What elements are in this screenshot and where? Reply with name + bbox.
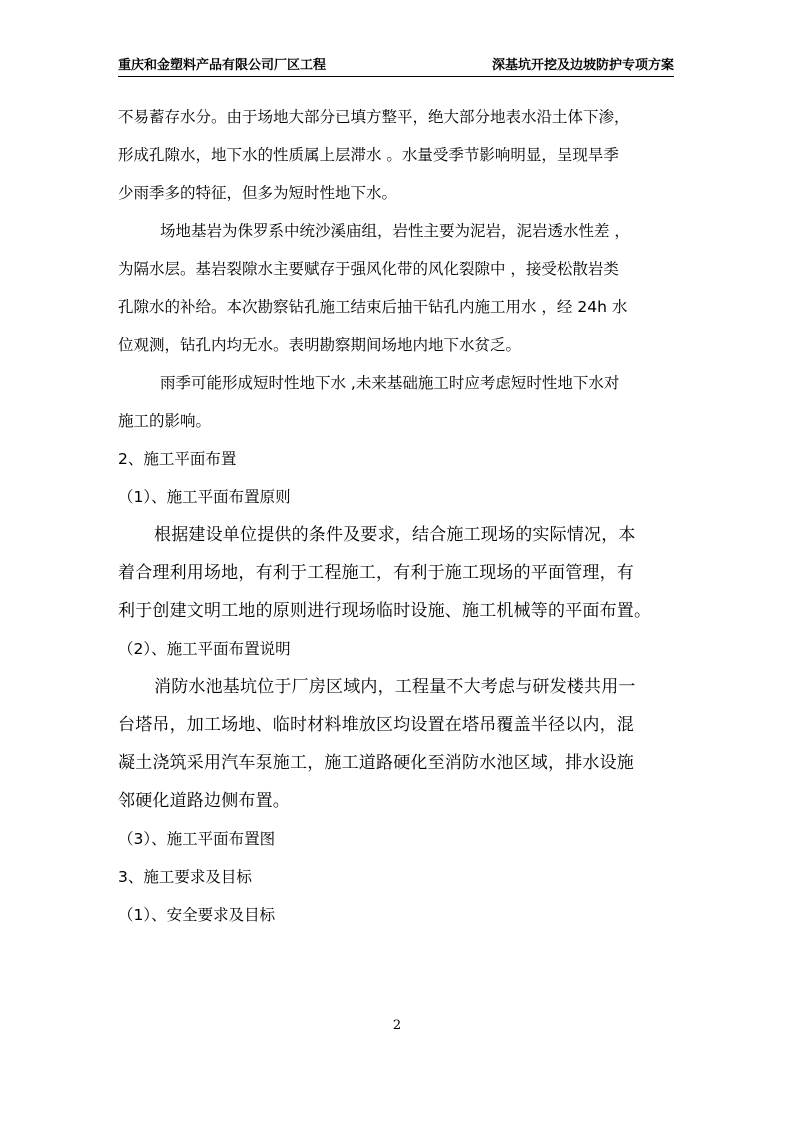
subsection-heading: （2）、施工平面布置说明	[118, 640, 291, 658]
paragraph-line: 为隔水层。基岩裂隙水主要赋存于强风化带的风化裂隙中 ，接受松散岩类	[118, 260, 619, 278]
document-body	[118, 98, 684, 934]
page-number: 2	[392, 1018, 402, 1033]
paragraph-line: 利于创建文明工地的原则进行现场临时设施、施工机械等的平面布置。	[118, 601, 652, 621]
paragraph-line: 台塔吊，加工场地、临时材料堆放区均设置在塔吊覆盖半径以内，混	[118, 715, 634, 735]
paragraph-line: 施工的影响。	[118, 412, 212, 430]
paragraph-line: 邻硬化道路边侧布置。	[118, 791, 290, 811]
paragraph-line: 孔隙水的补给。本次勘察钻孔施工结束后抽干钻孔内施工用水 ，经 24h 水	[118, 298, 628, 316]
header-document-title: 深基坑开挖及边坡防护专项方案	[491, 58, 674, 73]
paragraph-line: 着合理利用场地，有利于工程施工，有利于施工现场的平面管理，有	[118, 563, 634, 583]
paragraph-line: 消防水池基坑位于厂房区域内，工程量不大考虑与研发楼共用一	[154, 677, 636, 697]
paragraph-line: 凝土浇筑采用汽车泵施工，施工道路硬化至消防水池区域，排水设施	[118, 753, 634, 773]
section-heading: 3、施工要求及目标	[118, 868, 252, 886]
paragraph-line: 场地基岩为侏罗系中统沙溪庙组，岩性主要为泥岩，泥岩透水性差 ，	[160, 222, 630, 240]
page-header	[118, 52, 674, 77]
paragraph-line: 雨季可能形成短时性地下水 ,未来基础施工时应考虑短时性地下水对	[160, 374, 620, 392]
header-project-name: 重庆和金塑料产品有限公司厂区工程	[118, 58, 327, 73]
paragraph-line: 形成孔隙水，地下水的性质属上层滞水 。水量受季节影响明显，呈现旱季	[118, 146, 619, 164]
paragraph-line: 根据建设单位提供的条件及要求，结合施工现场的实际情况，本	[154, 525, 636, 545]
subsection-heading: （1）、施工平面布置原则	[118, 488, 291, 506]
paragraph-line: 位观测，钻孔内均无水。表明勘察期间场地内地下水贫乏。	[118, 336, 522, 354]
subsection-heading: （1）、安全要求及目标	[118, 906, 276, 924]
subsection-heading: （3）、施工平面布置图	[118, 830, 276, 848]
paragraph-line: 不易蓄存水分。由于场地大部分已填方整平，绝大部分地表水沿土体下渗，	[118, 108, 630, 126]
paragraph-line: 少雨季多的特征，但多为短时性地下水。	[118, 184, 398, 202]
section-heading: 2、施工平面布置	[118, 450, 237, 468]
